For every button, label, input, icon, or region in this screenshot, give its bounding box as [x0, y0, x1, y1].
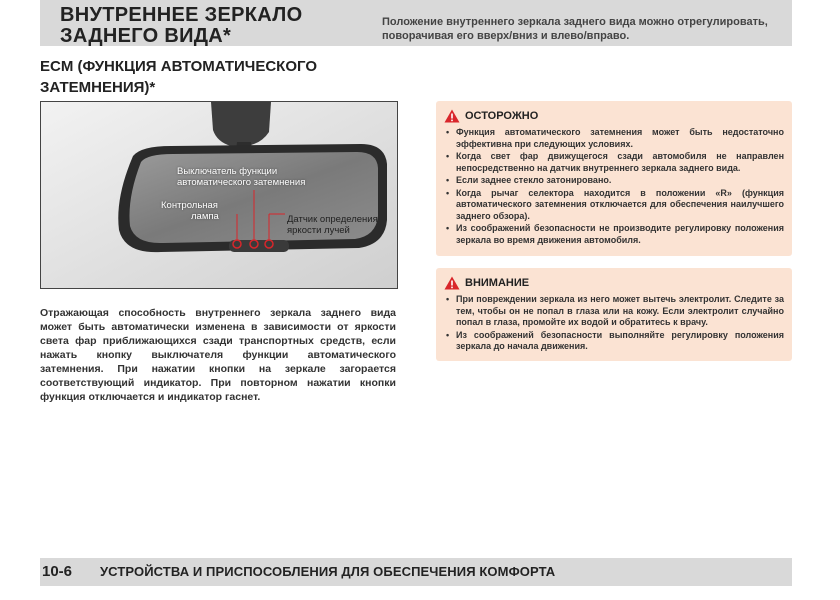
mirror-mount — [211, 102, 271, 146]
page-header — [40, 0, 792, 46]
page-footer — [40, 558, 792, 586]
callout-light-sensor-line2: яркости лучей — [287, 225, 350, 236]
warning-triangle-icon — [444, 109, 460, 123]
header-description — [382, 15, 768, 43]
callout-indicator-lamp-line2: лампа — [191, 211, 219, 222]
list-item: • Функция автоматического затемнения может быть недостаточно эффективна при следующих условиях. — [444, 127, 784, 150]
page-title-line2: ЗАДНЕГО ВИДА* — [60, 25, 232, 47]
list-item: • Если заднее стекло затонировано. — [444, 175, 784, 187]
callout-indicator-lamp-line1: Контрольная — [161, 200, 218, 211]
caution-notice — [436, 101, 792, 256]
page-number: 10-6 — [42, 563, 73, 580]
list-item: • При повреждении зеркала из него может вытечь электролит. Следите за тем, чтобы он не попал в глаза или на кожу. Если электролит случайно попал в глаза, промойте их водой и обратитесь к врачу. — [444, 294, 784, 329]
header-description-line2: поворачивая его вверх/вниз и влево/вправо. — [382, 30, 630, 42]
caution-list — [444, 127, 784, 247]
callout-light-sensor — [287, 214, 378, 236]
mirror-button-strip — [229, 240, 289, 252]
list-item: • Когда свет фар движущегося сзади автомобиля не направлен непосредственно на датчик внутреннего зеркала заднего вида. — [444, 151, 784, 174]
mirror-illustration — [40, 101, 398, 289]
attention-header — [444, 275, 529, 291]
mirror-drawing — [41, 102, 397, 288]
header-description-line1: Положение внутреннего зеркала заднего вида можно отрегулировать, — [382, 16, 768, 28]
attention-list — [444, 294, 784, 354]
section-title — [40, 56, 400, 98]
callout-ecm-switch-line1: Выключатель функции — [177, 166, 278, 177]
caution-title: ОСТОРОЖНО — [465, 110, 539, 122]
section-title-line1: ECM (ФУНКЦИЯ АВТОМАТИЧЕСКОГО — [40, 58, 317, 75]
list-item: • Из соображений безопасности не производите регулировку положения зеркала во время движения автомобиля. — [444, 223, 784, 246]
callout-light-sensor-line1: Датчик определения — [287, 214, 378, 225]
attention-notice — [436, 268, 792, 361]
callout-ecm-switch-line2: автоматического затемнения — [177, 177, 306, 188]
caution-header — [444, 108, 538, 124]
list-item: • Когда рычаг селектора находится в положении «R» (функция автоматического затемнения отключается для обеспечения наилучшего заднего обзора). — [444, 188, 784, 223]
list-item: • Из соображений безопасности выполняйте регулировку положения зеркала до начала движения. — [444, 330, 784, 353]
warning-triangle-icon — [444, 276, 460, 290]
body-paragraph: Отражающая способность внутреннего зеркала заднего вида может быть автоматически изменена в зависимости от яркости света фар приближающихся сзади транспортных средств, если нажать кнопку выключателя функции автоматического затемнения. При нажатии кнопки на зеркале загорается соответствующий индикатор. При повторном нажатии кнопки функция отключается и индикатор гаснет. — [40, 307, 396, 403]
section-title-line2: ЗАТЕМНЕНИЯ)* — [40, 79, 156, 96]
callout-indicator-lamp — [161, 200, 219, 222]
chapter-title: УСТРОЙСТВА И ПРИСПОСОБЛЕНИЯ ДЛЯ ОБЕСПЕЧЕНИЯ КОМФОРТА — [100, 564, 556, 579]
page-title-line1: ВНУТРЕННЕЕ ЗЕРКАЛО — [60, 4, 303, 26]
attention-title: ВНИМАНИЕ — [465, 277, 530, 289]
page-title — [60, 5, 302, 47]
callout-ecm-switch — [177, 166, 305, 188]
